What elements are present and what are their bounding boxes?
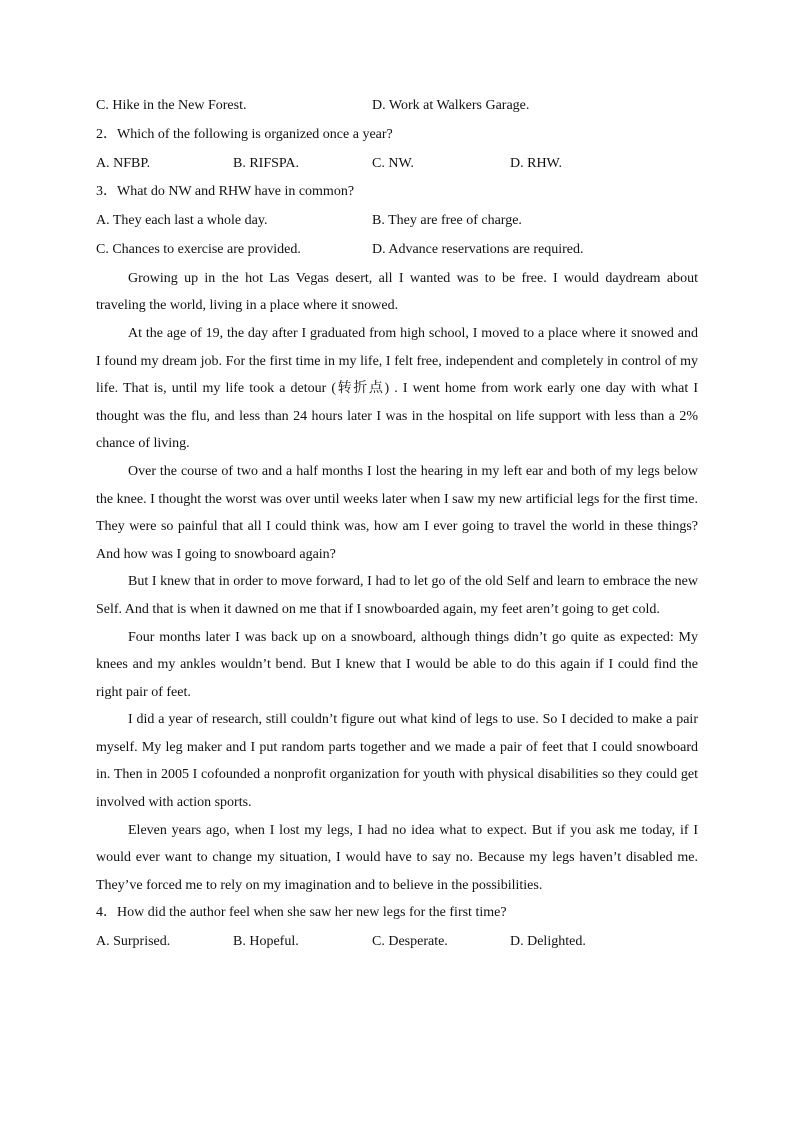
q3-option-a: A. They each last a whole day. xyxy=(96,213,268,229)
q2-option-d: D. RHW. xyxy=(510,155,562,171)
q2-text: Which of the following is organized once a year? xyxy=(117,126,393,142)
q2-option-b: B. RIFSPA. xyxy=(233,155,300,171)
q4-options-row xyxy=(96,928,698,957)
exam-page xyxy=(96,92,698,957)
passage-paragraph-1: Growing up in the hot Las Vegas desert, all I wanted was to be free. I would daydream about traveling the world, living in a place where it snowed. xyxy=(96,270,698,314)
q2-question xyxy=(96,121,698,150)
q3-question xyxy=(96,178,698,207)
passage-paragraph-5: Four months later I was back up on a snowboard, although things didn’t go quite as expected: My knees and my ankles wouldn’t bend. But I knew that I would be able to do this again if I could find the right pair of feet. xyxy=(96,629,698,700)
q3-option-c: C. Chances to exercise are provided. xyxy=(96,241,301,257)
q4-option-b: B. Hopeful. xyxy=(233,934,299,950)
q2-options-row xyxy=(96,150,698,179)
q3-options-row-2 xyxy=(96,236,698,265)
q3-text: What do NW and RHW have in common? xyxy=(117,184,355,200)
q4-option-a: A. Surprised. xyxy=(96,934,171,950)
q3-option-d: D. Advance reservations are required. xyxy=(372,241,584,257)
q4-option-d: D. Delighted. xyxy=(510,934,586,950)
q4-question xyxy=(96,899,698,928)
q4-text: How did the author feel when she saw her new legs for the first time? xyxy=(117,905,507,921)
passage-paragraph-3: Over the course of two and a half months I lost the hearing in my left ear and both of my legs below the knee. I thought the worst was over until weeks later when I saw my new artificial legs for the first time. They were so painful that all I could think was, how am I ever going to travel the world in these things? And how was I going to snowboard again? xyxy=(96,463,698,562)
passage-paragraph-2: At the age of 19, the day after I graduated from high school, I moved to a place where it snowed and I found my dream job. For the first time in my life, I felt free, independent and completely in control of my life. That is, until my life took a detour (转折点) . I went home from work early one day with what I thought was the flu, and less than 24 hours later I was in the hospital on life support with less than a 2% chance of living. xyxy=(96,325,698,452)
q1-options-row xyxy=(96,92,698,121)
q3-options-row-1 xyxy=(96,207,698,236)
q2-number: 2． xyxy=(96,126,117,142)
q3-number: 3． xyxy=(96,184,117,200)
q3-option-b: B. They are free of charge. xyxy=(372,213,522,229)
q1-option-c: C. Hike in the New Forest. xyxy=(96,98,247,113)
passage-paragraph-7: Eleven years ago, when I lost my legs, I had no idea what to expect. But if you ask me today, if I would ever want to change my situation, I would have to say no. Because my legs haven’t disabled me. They’ve forced me to rely on my imagination and to believe in the possibilities. xyxy=(96,822,698,893)
q2-option-a: A. NFBP. xyxy=(96,155,151,171)
q1-option-d: D. Work at Walkers Garage. xyxy=(372,98,530,113)
q2-option-c: C. NW. xyxy=(372,155,414,171)
passage-paragraph-6: I did a year of research, still couldn’t figure out what kind of legs to use. So I decided to make a pair myself. My leg maker and I put random parts together and we made a pair of feet that I could snowboard in. Then in 2005 I cofounded a nonprofit organization for youth with physical disabilities so they could get involved with action sports. xyxy=(96,712,698,811)
q4-option-c: C. Desperate. xyxy=(372,934,448,950)
reading-passage xyxy=(96,265,698,900)
passage-paragraph-4: But I knew that in order to move forward, I had to let go of the old Self and learn to embrace the new Self. And that is when it dawned on me that if I snowboarded again, my feet aren’t going to get cold. xyxy=(96,574,698,617)
q4-number: 4． xyxy=(96,905,117,921)
